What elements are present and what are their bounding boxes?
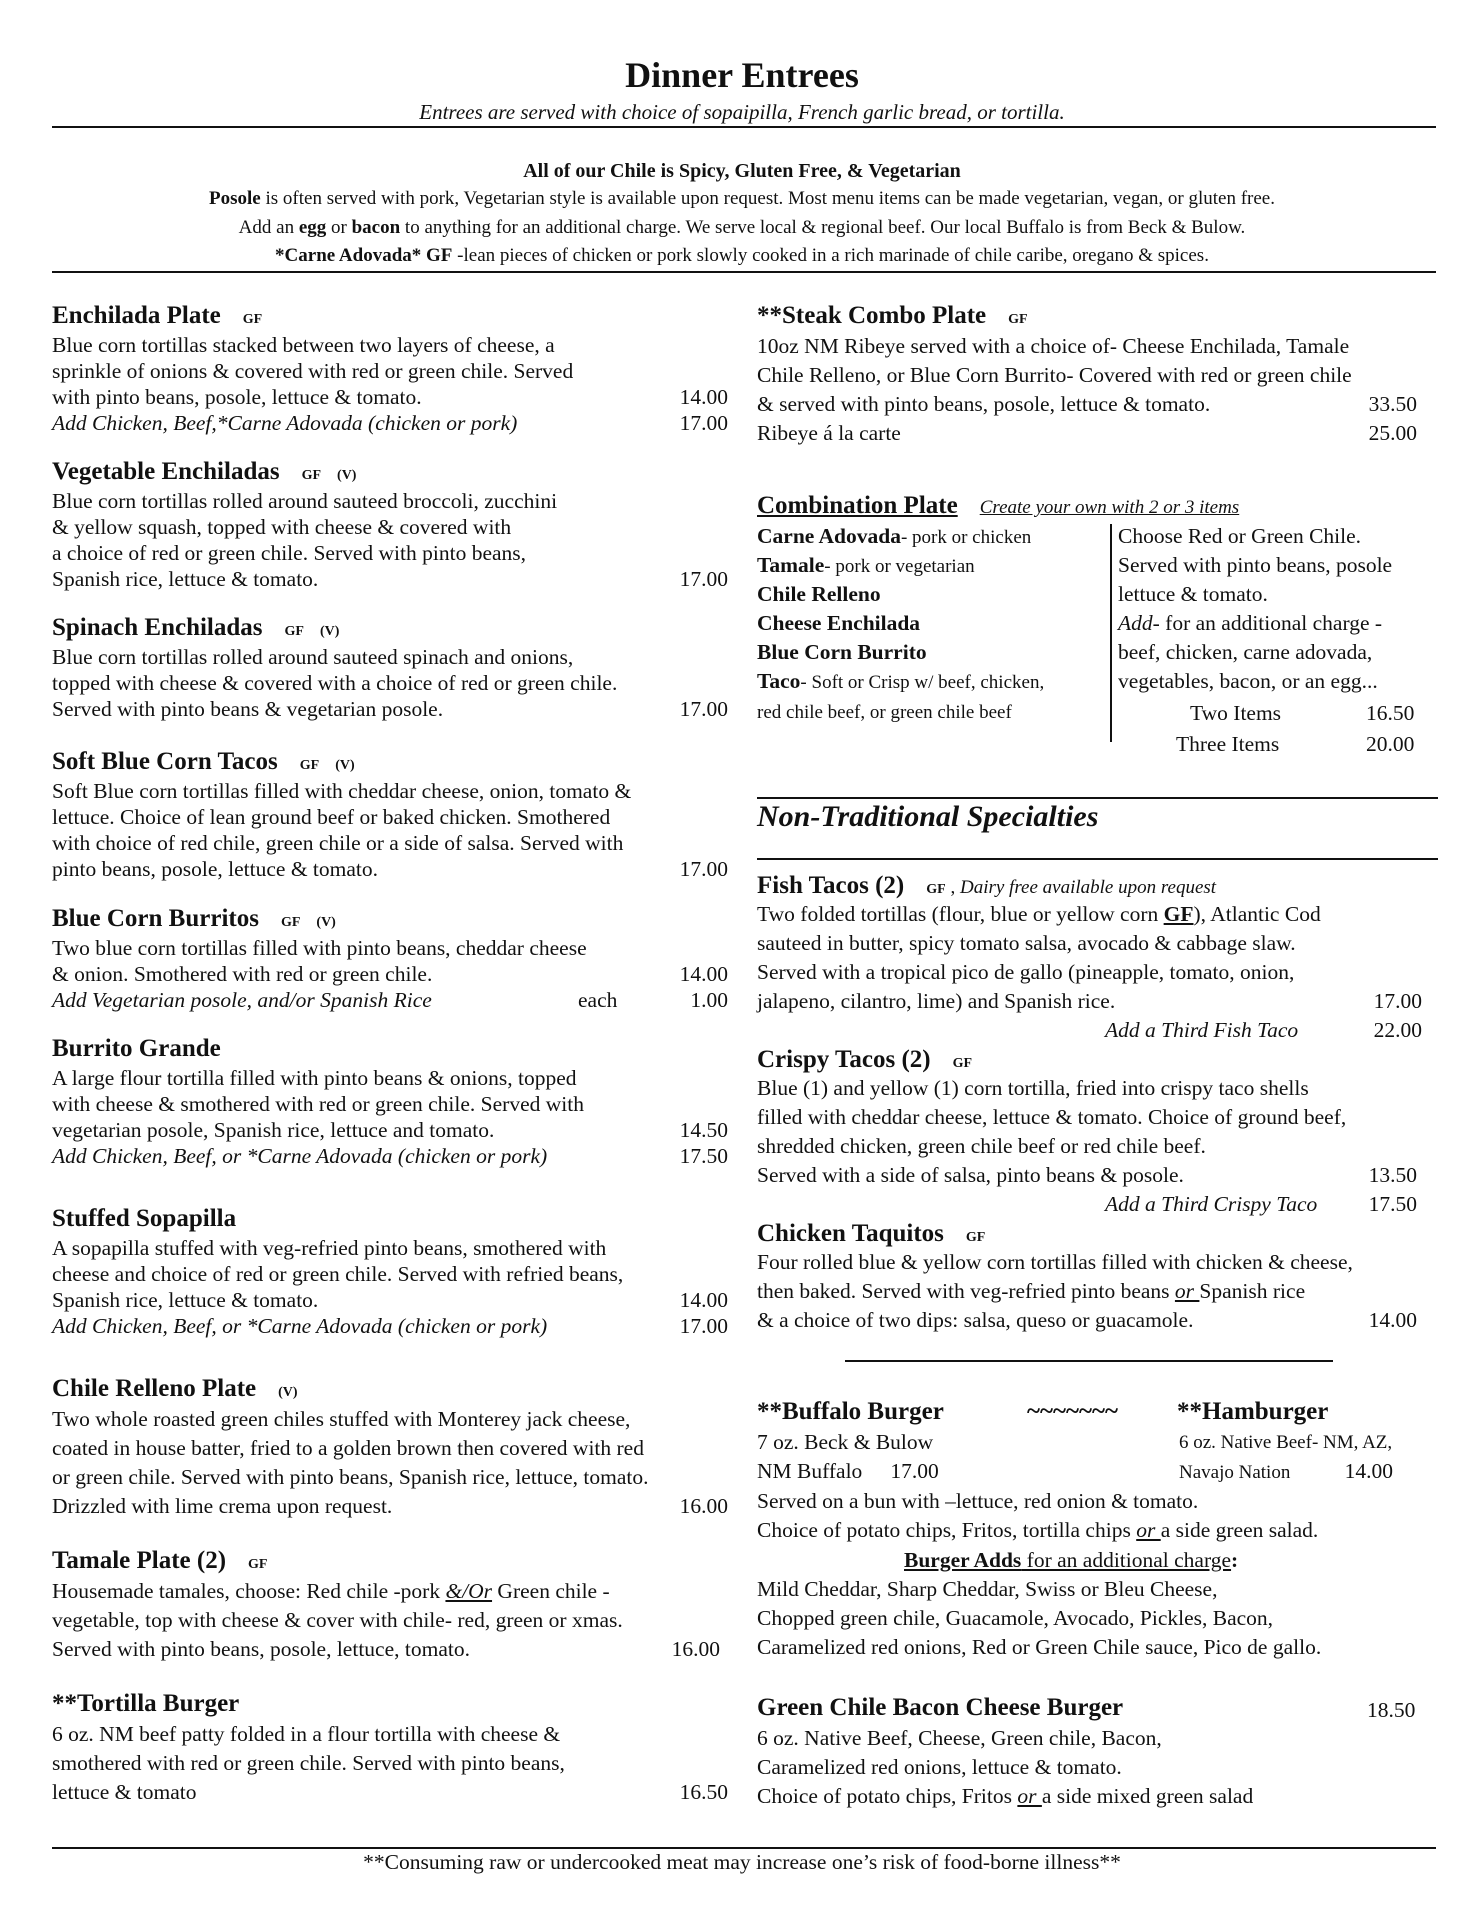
divider-burgers	[845, 1360, 1333, 1362]
item-price: 14.00	[679, 385, 728, 409]
item-price: 14.00	[679, 1288, 728, 1312]
item-price: 16.00	[679, 1494, 728, 1518]
hamburger-name: **Hamburger	[1177, 1398, 1329, 1425]
combination-plate	[757, 492, 1427, 520]
item-price: 17.00	[679, 857, 728, 881]
item-price: 17.00	[679, 697, 728, 721]
menu-item-chicken-taquitos: Chicken Taquitos GF Four rolled blue & yellow corn tortillas filled with chicken & cheese, then baked. Served with veg-refried pinto beans or Spanish rice & a choice of two dips: salsa, queso or guacamole. 14.00	[757, 1220, 1427, 1335]
add-price: 17.50	[679, 1144, 728, 1168]
menu-item-stuffed-sopapilla: Stuffed Sopapilla A sopapilla stuffed with veg-refried pinto beans, smothered with cheese and choice of red or green chile. Served with refried beans, Spanish rice, lettuce & tomato. 14.00 Add Chicken, Beef, or *Carne Adovada (chicken or pork) 17.00	[52, 1205, 728, 1338]
alacarte-price: 25.00	[1368, 421, 1417, 445]
add-price: 22.00	[1373, 1018, 1422, 1042]
item-price: 17.00	[679, 567, 728, 591]
add-price: 17.00	[679, 411, 728, 435]
item-price: 14.50	[679, 1118, 728, 1142]
gf-tag: GF	[242, 312, 263, 327]
item-name: Enchilada Plate	[52, 302, 221, 329]
tilde-divider: ~~~~~~~	[1027, 1398, 1119, 1425]
posole-note: Posole is often served with pork, Vegetarian style is available upon request. Most menu items can be made vegetarian, vegan, or gluten free.	[209, 188, 1275, 209]
add-price: 1.00	[690, 988, 728, 1012]
combination-item: Carne Adovada- pork or chicken	[757, 524, 1032, 548]
menu-item-green-chile-bacon-cheese-burger: Green Chile Bacon Cheese Burger 18.50 6 oz. Native Beef, Cheese, Green chile, Bacon, Caramelized red onions, lettuce & tomato. Choice of potato chips, Fritos or a side mixed green salad	[757, 1694, 1416, 1808]
combination-title: Combination Plate	[757, 492, 958, 519]
menu-item-steak-combo-plate: **Steak Combo Plate GF 10oz NM Ribeye served with a choice of- Cheese Enchilada, Tamale Chile Relleno, or Blue Corn Burrito- Covered with red or green chile & served with pinto beans, posole, lettuce & tomato. 33.50 Ribeye á la carte 25.00	[757, 302, 1427, 448]
combination-info: Choose Red or Green Chile. Served with pinto beans, posole lettuce & tomato. Add- for an additional charge - beef, chicken, carne adovada, vegetables, bacon, or an egg... Two Items 16.50 Three Items 20.00	[1118, 522, 1438, 759]
hamburger-price: 14.00	[1344, 1459, 1393, 1483]
burger-section: **Buffalo Burger ~~~~~~~ **Hamburger 7 oz. Beck & Bulow NM Buffalo 17.00 6 oz. Native Beef- NM, AZ, Navajo Nation 14.00	[757, 1398, 1427, 1518]
combination-item: Tamale- pork or vegetarian	[757, 553, 975, 577]
nontrad-title: Non-Traditional Specialties	[757, 800, 1099, 833]
menu-item-blue-corn-burritos: Blue Corn Burritos GF (V) Two blue corn tortillas filled with pinto beans, cheddar cheese & onion. Smothered with red or green chile. 14.00 Add Vegetarian posole, and/or Spanish Rice each 1.00	[52, 905, 728, 1012]
burger-details: Served on a bun with –lettuce, red onion & tomato. Choice of potato chips, Fritos, tortilla chips or a side green salad. Burger Adds for an additional charge: Mild Cheddar, Sharp Cheddar, Swiss or Bleu Cheese, Chopped green chile, Guacamole, Avocado, Pickles, Bacon, Caramelized red onions, Red or Green Chile sauce, Pico de gallo.	[757, 1489, 1322, 1659]
menu-item-soft-blue-corn-tacos: Soft Blue Corn Tacos GF (V) Soft Blue corn tortillas filled with cheddar cheese, onion, tomato & lettuce. Choice of lean ground beef or baked chicken. Smothered with choice of red chile, green chile or a side of salsa. Served with pinto beans, posole, lettuce & tomato. 17.00	[52, 748, 728, 881]
combination-subtitle: Create your own with 2 or 3 items	[979, 497, 1240, 518]
menu-item-tamale-plate: Tamale Plate (2) GF Housemade tamales, choose: Red chile -pork &/Or Green chile - vegetable, top with cheese & cover with chile- red, green or xmas. Served with pinto beans, posole, lettuce, tomato. 16.00	[52, 1547, 728, 1664]
carne-adovada-note: *Carne Adovada* GF -lean pieces of chicken or pork slowly cooked in a rich marinade of chile caribe, oregano & spices.	[275, 245, 1209, 266]
divider-nontrad-top	[757, 797, 1438, 799]
menu-item-fish-tacos: Fish Tacos (2) GF , Dairy free available upon request Two folded tortillas (flour, blue or yellow corn GF), Atlantic Cod sauteed in butter, spicy tomato salsa, avocado & cabbage slaw. Served with a tropical pico de gallo (pineapple, tomato, onion, jalapeno, cilantro, lime) and Spanish rice. 17.00 Add a Third Fish Taco 22.00	[757, 872, 1427, 1045]
menu-item-enchilada-plate: Enchilada Plate GF Blue corn tortillas stacked between two layers of cheese, a sprinkle of onions & covered with red or green chile. Served with pinto beans, posole, lettuce & tomato. 14.00 Add Chicken, Beef,*Carne Adovada (chicken or pork) 17.00	[52, 302, 728, 435]
divider-nontrad-bottom	[757, 858, 1438, 860]
page-subtitle: Entrees are served with choice of sopaipilla, French garlic bread, or tortilla.	[419, 100, 1065, 124]
item-price: 17.00	[1373, 989, 1422, 1013]
buffalo-burger-name: **Buffalo Burger	[757, 1398, 944, 1425]
item-price: 16.00	[671, 1637, 720, 1661]
divider-footer	[52, 1847, 1436, 1849]
divider-notes	[52, 271, 1436, 273]
page-title: Dinner Entrees	[625, 55, 859, 95]
two-items-price: 16.50	[1366, 701, 1415, 725]
add-price: 17.50	[1368, 1192, 1417, 1216]
item-price: 14.00	[679, 962, 728, 986]
item-price: 14.00	[1368, 1308, 1417, 1332]
combination-item: Cheese Enchilada	[757, 611, 921, 635]
item-price: 13.50	[1368, 1163, 1417, 1187]
combination-item: Blue Corn Burrito	[757, 640, 927, 664]
add-price: 17.00	[679, 1314, 728, 1338]
menu-item-spinach-enchiladas: Spinach Enchiladas GF (V) Blue corn tortillas rolled around sauteed spinach and onions, topped with cheese & covered with a choice of red or green chile. Served with pinto beans & vegetarian posole. 17.00	[52, 614, 728, 721]
three-items-price: 20.00	[1366, 732, 1415, 756]
divider-top	[52, 126, 1436, 128]
chile-note: All of our Chile is Spicy, Gluten Free, & Vegetarian	[523, 160, 961, 182]
combination-divider	[1110, 524, 1112, 742]
combination-item: Chile Relleno	[757, 582, 881, 606]
combination-items: Carne Adovada- pork or chicken Tamale- pork or vegetarian Chile Relleno Cheese Enchilada Blue Corn Burrito Taco- Soft or Crisp w/ beef, chicken, red chile beef, or green chile beef	[757, 522, 1107, 725]
item-price: 16.50	[679, 1780, 728, 1804]
menu-item-burrito-grande: Burrito Grande A large flour tortilla filled with pinto beans & onions, topped with cheese & smothered with red or green chile. Served with vegetarian posole, Spanish rice, lettuce and tomato. 14.50 Add Chicken, Beef, or *Carne Adovada (chicken or pork) 17.50	[52, 1035, 728, 1168]
burger-adds-title: Burger Adds	[904, 1548, 1022, 1572]
footer-disclaimer: **Consuming raw or undercooked meat may increase one’s risk of food-borne illness**	[363, 1850, 1121, 1874]
combination-item: Taco- Soft or Crisp w/ beef, chicken,	[757, 669, 1045, 693]
menu-item-tortilla-burger: **Tortilla Burger 6 oz. NM beef patty folded in a flour tortilla with cheese & smothered with red or green chile. Served with pinto beans, lettuce & tomato 16.50	[52, 1690, 728, 1807]
menu-item-vegetable-enchiladas: Vegetable Enchiladas GF (V) Blue corn tortillas rolled around sauteed broccoli, zucchini & yellow squash, topped with cheese & covered with a choice of red or green chile. Served with pinto beans, Spanish rice, lettuce & tomato. 17.00	[52, 458, 728, 591]
menu-item-crispy-tacos: Crispy Tacos (2) GF Blue (1) and yellow (1) corn tortilla, fried into crispy taco shells filled with cheddar cheese, lettuce & tomato. Choice of ground beef, shredded chicken, green chile beef or red chile beef. Served with a side of salsa, pinto beans & posole. 13.50 Add a Third Crispy Taco 17.50	[757, 1046, 1427, 1219]
buffalo-price: 17.00	[890, 1459, 939, 1483]
add-egg-note: Add an egg or bacon to anything for an additional charge. We serve local & regional beef. Our local Buffalo is from Beck & Bulow.	[238, 217, 1246, 238]
menu-item-chile-relleno-plate: Chile Relleno Plate (V) Two whole roasted green chiles stuffed with Monterey jack cheese, coated in house batter, fried to a golden brown then covered with red or green chile. Served with pinto beans, Spanish rice, lettuce, tomato. Drizzled with lime crema upon request. 16.00	[52, 1375, 728, 1521]
item-price: 18.50	[1367, 1698, 1416, 1722]
item-price: 33.50	[1368, 392, 1417, 416]
